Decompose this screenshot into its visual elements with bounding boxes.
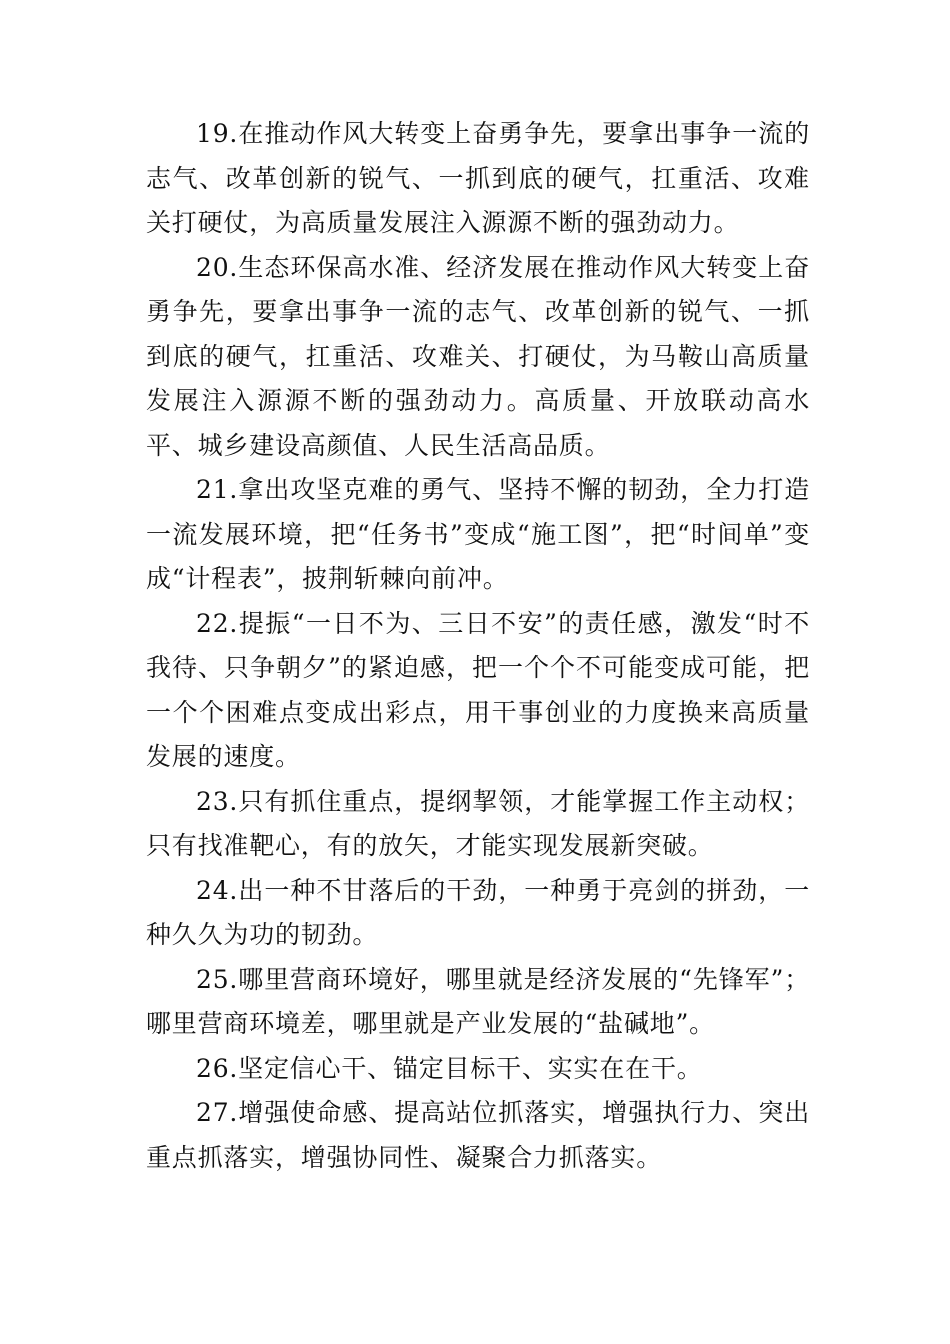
document-page — [146, 112, 810, 1180]
paragraph-26: 26.坚定信心干、锚定目标干、实实在在干。 — [196, 1053, 703, 1083]
paragraph-19: 19.在推动作风大转变上奋勇争先，要拿出事争一流的志气、改革创新的锐气、一抓到底的硬气，扛重活、攻难关打硬仗，为高质量发展注入源源不断的强劲动力。 — [146, 119, 810, 237]
paragraph-24: 24.出一种不甘落后的干劲，一种勇于亮剑的拼劲，一种久久为功的韧劲。 — [146, 875, 810, 949]
paragraph-21: 21.拿出攻坚克难的勇气、坚持不懈的韧劲，全力打造一流发展环境，把“任务书”变成“施工图”，把“时间单”变成“计程表”，披荆斩棘向前冲。 — [146, 475, 810, 593]
paragraph-20: 20.生态环保高水准、经济发展在推动作风大转变上奋勇争先，要拿出事争一流的志气、改革创新的锐气、一抓到底的硬气，扛重活、攻难关、打硬仗，为马鞍山高质量发展注入源源不断的强劲动力。高质量、开放联动高水平、城乡建设高颜值、人民生活高品质。 — [146, 252, 810, 460]
paragraph-25: 25.哪里营商环境好，哪里就是经济发展的“先锋军”；哪里营商环境差，哪里就是产业发展的“盐碱地”。 — [146, 964, 810, 1038]
paragraph-22: 22.提振“一日不为、三日不安”的责任感，激发“时不我待、只争朝夕”的紧迫感，把一个个不可能变成可能，把一个个困难点变成出彩点，用干事创业的力度换来高质量发展的速度。 — [146, 608, 810, 771]
paragraph-23: 23.只有抓住重点，提纲挈领，才能掌握工作主动权；只有找准靶心，有的放矢，才能实现发展新突破。 — [146, 786, 810, 860]
paragraph-27: 27.增强使命感、提高站位抓落实，增强执行力、突出重点抓落实，增强协同性、凝聚合力抓落实。 — [146, 1098, 810, 1172]
